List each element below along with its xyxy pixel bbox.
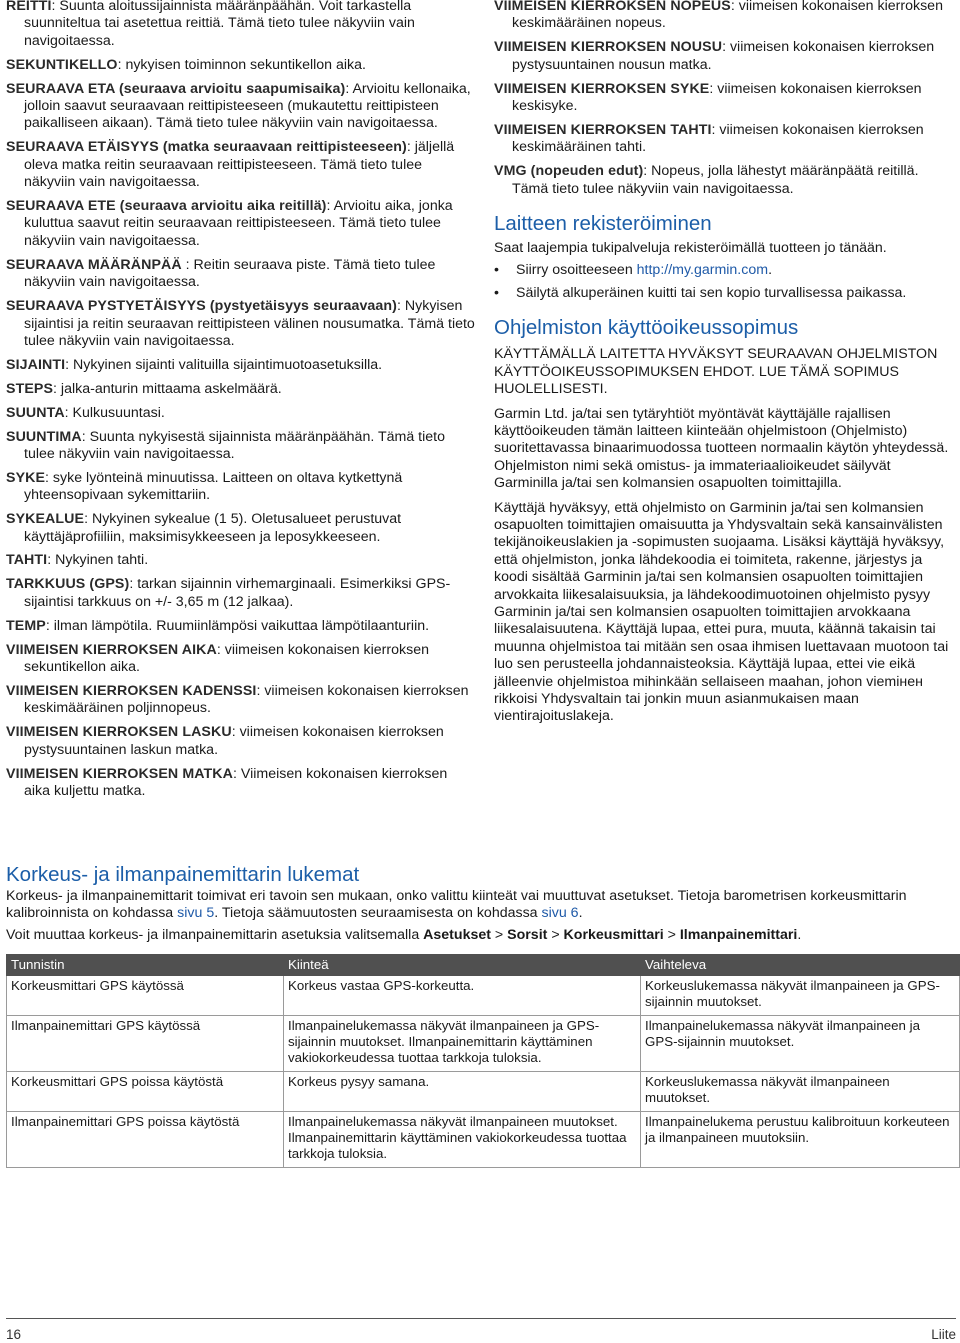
definition-entry [6, 576, 476, 611]
license-section [494, 316, 956, 726]
definition-entry [494, 163, 956, 198]
table-cell-fixed: Ilmanpainelukemassa näkyvät ilmanpaineen muutokset. Ilmanpainemittarin käyttäminen vakiokorkeudessa tuottaa tarkkoja tuloksia. [284, 1112, 641, 1168]
altimeter-p2-text: Voit muuttaa korkeus- ja ilmanpainemittarin asetuksia valitsemalla [6, 926, 424, 943]
definition-term: VMG (nopeuden edut) [494, 163, 644, 180]
altimeter-paragraph-2 [6, 927, 956, 944]
definition-text: : Nykyinen sijainti valituilla sijaintimuotoasetuksilla. [65, 356, 383, 373]
menu-path-separator: > [547, 926, 564, 943]
definition-text: : viimeisen kokonaisen kierroksen keskimääräinen nopeus. [512, 0, 943, 32]
definition-entry [494, 122, 956, 157]
definition-entry [6, 81, 476, 133]
definition-entry [6, 642, 476, 677]
definition-term: SEURAAVA MÄÄRÄNPÄÄ [6, 256, 182, 273]
definition-term: SYKE [6, 469, 46, 486]
definition-term: SUUNTIMA [6, 428, 82, 445]
bullet-text: Siirry osoitteeseen [516, 262, 637, 279]
definition-entry [6, 724, 476, 759]
registration-bullet-receipt [494, 285, 956, 302]
page-5-link[interactable]: sivu 5 [177, 905, 215, 922]
definition-text: : Arvioitu aika, jonka kuluttua saavut reitin seuraavaan reittipisteeseen. Tämä tieto tulee näkyviin vain navigoitaessa. [24, 198, 453, 249]
table-row [7, 1072, 960, 1112]
definition-term: SEURAAVA PYSTYETÄISYYS (pystyetäisyys seuraavaan) [6, 298, 398, 315]
definition-text: : Suunta aloitussijainnista määränpäähän. Voit tarkastella suunniteltua tai asetettua reittiä. Tämä tieto tulee näkyviin vain navigoitaessa. [24, 0, 415, 49]
right-column [494, 0, 956, 731]
definition-text: : Nykyinen tahti. [47, 552, 149, 569]
altimeter-p1-text-a: Korkeus- ja ilmanpainemittarit toimivat eri tavoin sen mukaan, onko valittu kiinteät vai muuttuvat asetukset. Tietoja barometrisen korkeusmittarin kalibroinnista on kohdassa [6, 888, 907, 922]
definition-entry [6, 57, 476, 74]
definition-term: REITTI [6, 0, 52, 14]
definition-text: : Nykyisen sijaintisi ja reitin seuraavan reittipisteen välinen nousumatka. Tämä tieto tulee näkyviin vain navigoitaessa. [24, 298, 475, 349]
definition-entry [6, 381, 476, 398]
definition-entry [6, 511, 476, 546]
definition-text: : viimeisen kokonaisen kierroksen keskisyke. [512, 80, 922, 115]
registration-intro: Saat laajempia tukipalveluja rekisteröimällä tuotteen jo tänään. [494, 240, 887, 257]
column-header-variable: Vaihteleva [641, 955, 960, 976]
table-cell-fixed: Korkeus vastaa GPS-korkeutta. [284, 976, 641, 1016]
license-paragraph-2: Garmin Ltd. ja/tai sen tytäryhtiöt myöntävät käyttäjälle rajallisen käyttöoikeuden tämän laitteen kiinteään ohjelmistoon (Ohjelmisto) suoritettavassa binaarimuodossa tuotteen normaalin käytön yhteydessä. Ohjelmiston nimi sekä omistus- ja immateriaalioikeudet säilyvät Garminilla ja/tai sen kolmansien osapuolten toimittajilla. [494, 405, 949, 492]
definition-text: : jalka-anturin mittaama askelmäärä. [53, 380, 282, 397]
definition-term: VIIMEISEN KIERROKSEN NOUSU [494, 39, 723, 56]
definition-entry [6, 405, 476, 422]
table-cell-variable: Korkeuslukemassa näkyvät ilmanpaineen ja GPS-sijainnin muutokset. [641, 976, 960, 1016]
definition-text: : jäljellä oleva matka reitin seuraavaan reittipisteeseen. Tämä tieto tulee näkyviin vain navigoitaessa. [24, 139, 455, 191]
definition-term: SEURAAVA ETE (seuraava arvioitu aika reitillä) [6, 198, 327, 215]
definition-term: STEPS [6, 380, 54, 397]
menu-path-altimeter: Korkeusmittari [563, 926, 664, 943]
registration-section [494, 212, 956, 302]
definition-term: VIIMEISEN KIERROKSEN LASKU [6, 724, 232, 741]
definition-term: VIIMEISEN KIERROKSEN TAHTI [494, 121, 712, 138]
column-header-fixed: Kiinteä [284, 955, 641, 976]
garmin-url-link[interactable]: http://my.garmin.com [636, 262, 769, 279]
definition-term: SUUNTA [6, 404, 65, 421]
table-row [7, 976, 960, 1016]
menu-path-settings: Asetukset [423, 926, 491, 943]
footer-section-name: Liite [931, 1327, 956, 1342]
page-footer [6, 1318, 956, 1342]
definition-entry [6, 257, 476, 292]
footer-divider [6, 1318, 956, 1319]
sensor-modes-table [6, 954, 960, 1168]
definition-term: TEMP [6, 617, 46, 634]
altimeter-p1-text-c: . [578, 905, 583, 922]
definition-text: : viimeisen kokonaisen kierroksen sekuntikellon aika. [24, 641, 429, 675]
definition-text: : Nykyinen sykealue (1 5). Oletusalueet perustuvat käyttäjäprofiiliin, maksimisykkeeseen ja leposykkeeseen. [24, 511, 402, 545]
column-header-sensor: Tunnistin [7, 955, 284, 976]
definition-entry [6, 139, 476, 191]
table-header-row [7, 955, 960, 976]
table-cell-variable: Ilmanpainelukema perustuu kalibroituun korkeuteen ja ilmanpaineen muutoksiin. [641, 1112, 960, 1168]
table-cell-fixed: Korkeus pysyy samana. [284, 1072, 641, 1112]
table-row [7, 1016, 960, 1072]
data-field-definitions-left [6, 0, 476, 807]
definition-term: SEURAAVA ETÄISYYS (matka seuraavaan reittipisteeseen) [6, 139, 407, 156]
definition-entry [6, 618, 476, 635]
definition-term: SEURAAVA ETA (seuraava arvioitu saapumisaika) [6, 80, 346, 97]
bullet-icon: • [494, 284, 499, 301]
menu-path-separator: > [663, 926, 680, 943]
menu-path-barometer: Ilmanpainemittari [679, 926, 798, 943]
license-heading: Ohjelmiston käyttöoikeussopimus [494, 316, 799, 340]
table-cell-sensor: Ilmanpainemittari GPS käytössä [7, 1016, 284, 1072]
definition-text: : nykyisen toiminnon sekuntikellon aika. [117, 56, 366, 73]
altimeter-p1-text-b: . Tietoja säämuutosten seuraamisesta on kohdassa [214, 905, 542, 922]
menu-path-separator: > [490, 926, 508, 943]
data-field-definitions-right [494, 0, 956, 198]
page-6-link[interactable]: sivu 6 [541, 905, 579, 922]
definition-text: : viimeisen kokonaisen kierroksen pystysuuntainen laskun matka. [24, 724, 444, 758]
definition-entry [6, 683, 476, 718]
altimeter-heading: Korkeus- ja ilmanpainemittarin lukemat [6, 863, 360, 886]
registration-bullets [494, 262, 956, 302]
table-cell-sensor: Korkeusmittari GPS poissa käytöstä [7, 1072, 284, 1112]
altimeter-p2-end: . [797, 926, 802, 943]
altimeter-paragraph-1 [6, 888, 956, 923]
definition-term: VIIMEISEN KIERROKSEN SYKE [494, 80, 710, 97]
registration-bullet-url [494, 262, 956, 279]
definition-text: : ilman lämpötila. Ruumiinlämpösi vaikuttaa lämpötilaanturiin. [45, 617, 430, 634]
license-paragraph-1: KÄYTTÄMÄLLÄ LAITETTA HYVÄKSYT SEURAAVAN OHJELMISTON KÄYTTÖOIKEUSSOPIMUKSEN EHDOT. LUE TÄMÄ SOPIMUS HUOLELLISESTI. [494, 346, 938, 398]
definition-term: SEKUNTIKELLO [6, 56, 118, 73]
page-number: 16 [6, 1327, 22, 1342]
table-row [7, 1112, 960, 1168]
definition-term: SYKEALUE [6, 511, 85, 528]
license-paragraph-3: Käyttäjä hyväksyy, että ohjelmisto on Garminin ja/tai sen kolmansien osapuolten toimittajien omaisuutta ja Yhdysvaltain sekä kansainvälisten tekijänoikeuslakien ja -sopimusten suojaama. Lisäksi käyttäjä hyväksyy, että ohjelmiston, jonka lähdekoodia ei toimiteta, rakenne, järjestys ja koodi sisältää Garminin ja/tai sen kolmansien osapuolten toimittajien arvokkaita liikesalaisuuksia, ja lähdekoodimuotoinen ohjelmisto pysyy Garminin ja/tai sen kolmansien osapuolten toimittajien arvokkaana liikesalaisuutena. Käyttäjä lupaa, ettei pura, muuta, käännä takaisin tai muunna ohjelmistoa tai mitään sen osaa ihmisen luettavaan muotoon tai luo sen perusteella johdannaisteoksia. Käyttäjä lupaa, ettei vie eikä jälleenvie ohjelmistoa mihinkään sellaiseen maahan, johon viemінен rikkoisi Yhdysvaltain tai jonkin muun asianmukaisen maan vientirajoituslakeja. [494, 499, 949, 725]
definition-entry [494, 81, 956, 116]
definition-entry [494, 0, 956, 33]
definition-term: TARKKUUS (GPS) [6, 576, 130, 593]
registration-heading: Laitteen rekisteröiminen [494, 212, 712, 236]
table-cell-variable: Ilmanpainelukemassa näkyvät ilmanpaineen ja GPS-sijainnin muutokset. [641, 1016, 960, 1072]
definition-text: : Kulkusuuntasi. [64, 404, 165, 421]
bullet-text: Säilytä alkuperäinen kuitti tai sen kopio turvallisessa paikassa. [516, 284, 907, 301]
definition-text: : Suunta nykyisestä sijainnista määränpäähän. Tämä tieto tulee näkyviin vain navigoitaessa. [24, 428, 445, 462]
definition-term: SIJAINTI [6, 356, 66, 373]
definition-entry [6, 470, 476, 505]
definition-text: : viimeisen kokonaisen kierroksen keskimääräinen tahti. [512, 121, 924, 156]
definition-text: : viimeisen kokonaisen kierroksen keskimääräinen poljinnopeus. [24, 682, 469, 717]
definition-entry [6, 198, 476, 250]
definition-text: : tarkan sijainnin virhemarginaali. Esimerkiksi GPS-sijaintisi tarkkuus on +/- 3,65 m (12 jalkaa). [24, 576, 451, 610]
table-cell-variable: Korkeuslukemassa näkyvät ilmanpaineen muutokset. [641, 1072, 960, 1112]
definition-text: : viimeisen kokonaisen kierroksen pystysuuntainen nousun matka. [512, 39, 935, 73]
definition-entry [6, 429, 476, 464]
definition-term: VIIMEISEN KIERROKSEN MATKA [6, 765, 233, 782]
definition-text: : Reitin seuraava piste. Tämä tieto tulee näkyviin vain navigoitaessa. [24, 256, 436, 291]
table-cell-sensor: Ilmanpainemittari GPS poissa käytöstä [7, 1112, 284, 1168]
altimeter-section [6, 863, 956, 1168]
table-cell-sensor: Korkeusmittari GPS käytössä [7, 976, 284, 1016]
definition-entry [6, 552, 476, 569]
definition-entry [6, 357, 476, 374]
definition-text: : Nopeus, jolla lähestyt määränpäätä reitillä. Tämä tieto tulee näkyviin vain navigoitaessa. [512, 163, 919, 197]
definition-term: VIIMEISEN KIERROKSEN NOPEUS [494, 0, 731, 14]
definition-entry [6, 298, 476, 350]
definition-term: VIIMEISEN KIERROKSEN KADENSSI [6, 682, 257, 699]
table-cell-fixed: Ilmanpainelukemassa näkyvät ilmanpaineen ja GPS-sijainnin muutokset. Ilmanpainemittarin käyttäminen vakiokorkeudessa tuottaa tarkkoja tuloksia. [284, 1016, 641, 1072]
definition-text: : Arvioitu kellonaika, jolloin saavut seuraavaan reittipisteeseen (mukautettu reittipisteen paikalliseen aikaan). Tämä tieto tulee näkyviin vain navigoitaessa. [24, 80, 471, 132]
definition-term: VIIMEISEN KIERROKSEN AIKA [6, 641, 217, 658]
definition-entry [494, 39, 956, 74]
definition-entry [6, 766, 476, 801]
definition-text: : syke lyönteinä minuutissa. Laitteen on oltava kytkettynä yhteensopivaan sykemittariin. [24, 469, 403, 504]
definition-term: TAHTI [6, 552, 48, 569]
menu-path-sensors: Sorsit [507, 926, 548, 943]
bullet-period: . [768, 262, 773, 279]
bullet-icon: • [494, 262, 499, 279]
definition-entry [6, 0, 476, 50]
definition-text: : Viimeisen kokonaisen kierroksen aika kuljettu matka. [24, 765, 448, 799]
